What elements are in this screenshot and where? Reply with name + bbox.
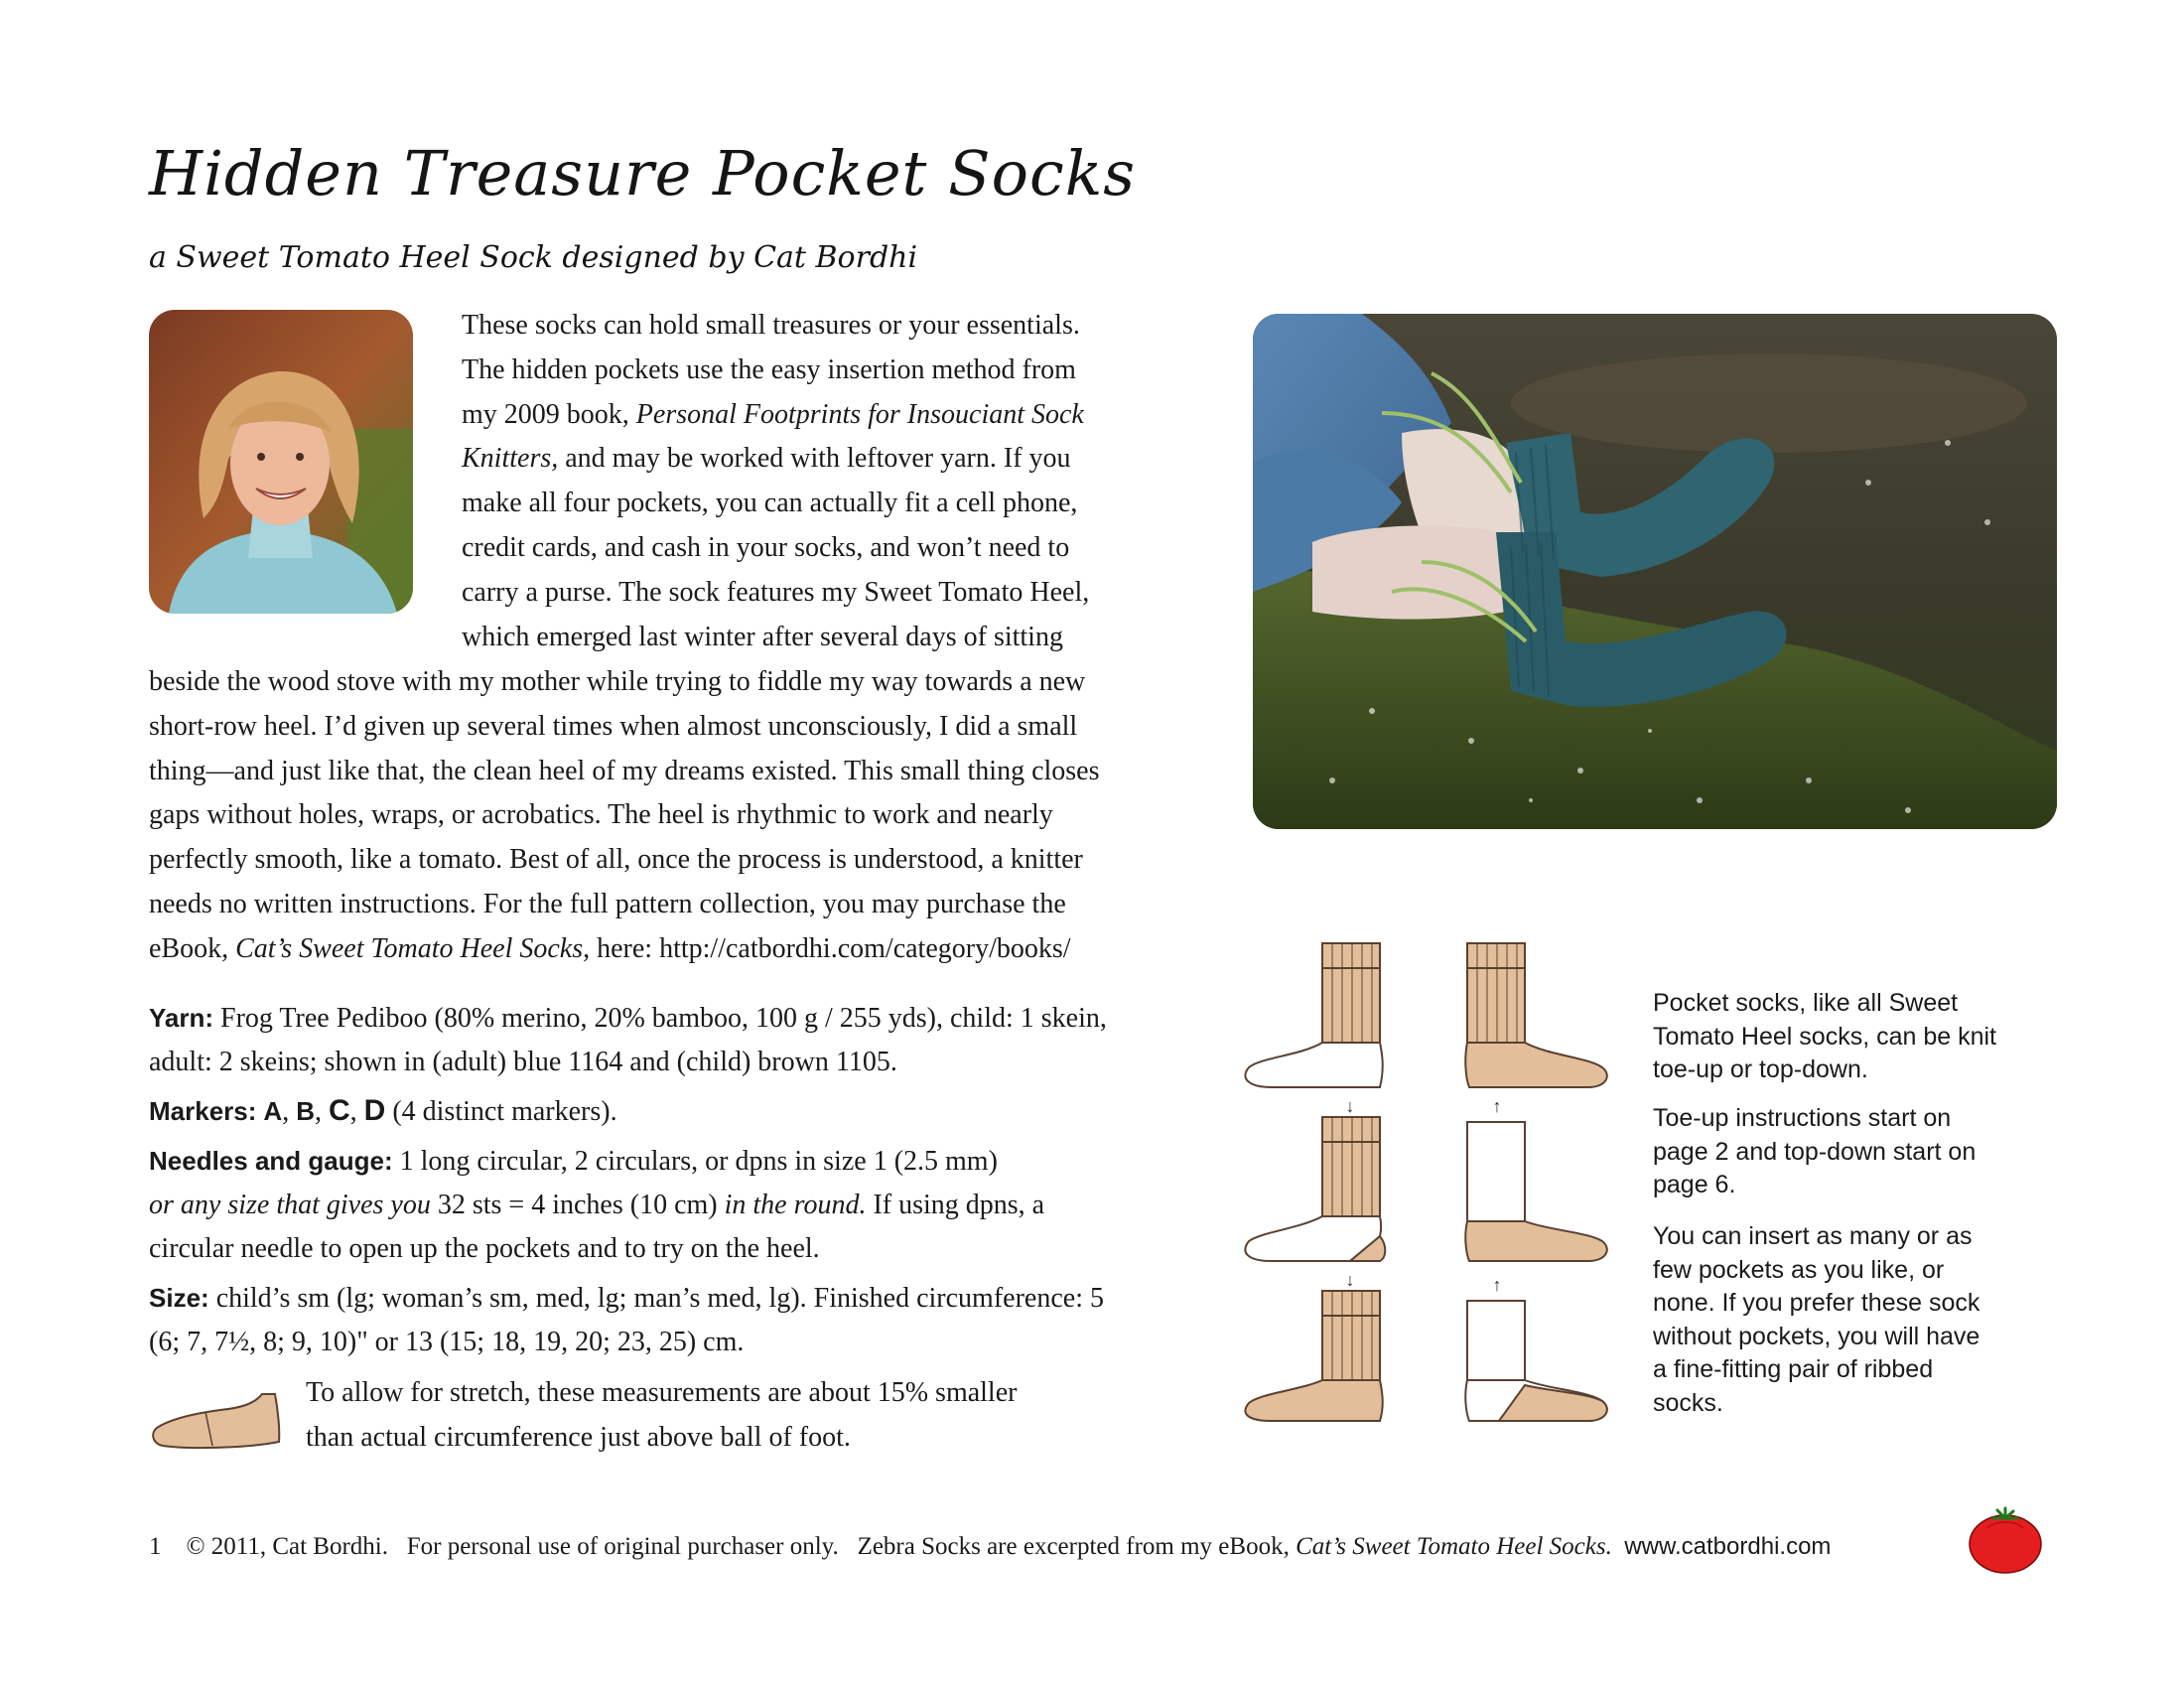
- needles-spec: Needles and gauge: 1 long circular, 2 circulars, or dpns in size 1 (2.5 mm) or any size that gives you 32 sts = 4 inches (10 cm) in the round. If using dpns, a circular needle to open up the pockets and to try on the heel.: [149, 1146, 1045, 1264]
- markers-text: (4 distinct markers).: [392, 1096, 617, 1127]
- needles-label: Needles and gauge:: [149, 1146, 393, 1176]
- intro-line: my 2009 book, Personal Footprints for Insouciant Sock: [462, 398, 1084, 430]
- intro-line: which emerged last winter after several days of sitting: [462, 621, 1063, 652]
- note-pages: Toe-up instructions start on page 2 and top-down start on page 6.: [1653, 1104, 1977, 1198]
- arrow-up-icon: ↑: [1492, 1096, 1502, 1116]
- intro-line: Knitters, and may be worked with leftover yarn. If you: [462, 443, 1071, 475]
- note-pockets: You can insert as many or as few pockets as you like, or none. If you prefer these sock without pockets, you will have a fine-fitting pair of ribbed socks.: [1653, 1222, 1980, 1417]
- copyright: © 2011, Cat Bordhi.: [186, 1533, 388, 1560]
- sock-diagram-left-3: [1245, 1291, 1382, 1421]
- intro-line: The hidden pockets use the easy insertion method from: [462, 353, 1076, 385]
- ebook-link[interactable]: , here: http://catbordhi.com/category/books/: [583, 932, 1071, 964]
- intro-line: These socks can hold small treasures or your essentials.: [462, 310, 1080, 341]
- intro-line: make all four pockets, you can actually fit a cell phone,: [462, 488, 1078, 519]
- tomato-logo-icon: [1968, 1506, 2043, 1574]
- intro-paragraph-top: [462, 304, 1107, 659]
- marker-b: B: [296, 1096, 315, 1126]
- yarn-label: Yarn:: [149, 1003, 214, 1033]
- arrow-down-icon: ↓: [1345, 1096, 1355, 1116]
- stretch-note: To allow for stretch, these measurements are about 15% smaller than actual circumference just above ball of foot.: [306, 1377, 1018, 1453]
- gauge-value: 32 sts = 4 inches (10 cm): [437, 1190, 718, 1220]
- foot-icon: [151, 1390, 285, 1452]
- size-text: child’s sm (lg; woman’s sm, med, lg; man’s med, lg). Finished circumference: 5 (6; 7, 7½, 8; 9, 10)" or 13 (15; 18, 19, 20; 23, 25) cm.: [149, 1283, 1104, 1357]
- page-title: Hidden Treasure Pocket Socks: [149, 137, 1137, 210]
- intro-line: eBook, Cat’s Sweet Tomato Heel Socks, here: http://catbordhi.com/category/books/: [149, 932, 1071, 964]
- yarn-text: Frog Tree Pediboo (80% merino, 20% bamboo, 100 g / 255 yds), child: 1 skein, adult: 2 skeins; shown in (adult) blue 1164 and (child) brown 1105.: [149, 1003, 1107, 1077]
- intro-line: perfectly smooth, like a tomato. Best of all, once the process is understood, a knitter: [149, 844, 1083, 876]
- marker-d: D: [363, 1094, 386, 1127]
- markers-spec: Markers: A, B, C, D (4 distinct markers).: [149, 1094, 617, 1127]
- marker-c: C: [328, 1094, 350, 1127]
- intro-line: credit cards, and cash in your socks, and won’t need to: [462, 531, 1070, 563]
- intro-line: short-row heel. I’d given up several times when almost unconsciously, I did a small: [149, 710, 1078, 742]
- intro-line: thing—and just like that, the clean heel of my dreams existed. This small thing closes: [149, 755, 1100, 786]
- yarn-spec: [149, 996, 1107, 1084]
- sock-diagram-right-3: [1465, 1301, 1607, 1421]
- intro-line: needs no written instructions. For the full pattern collection, you may purchase the: [149, 888, 1066, 919]
- sock-diagram-right-1: [1465, 943, 1607, 1087]
- markers-label: Markers:: [149, 1096, 257, 1126]
- sock-diagram-left-1: [1245, 943, 1382, 1087]
- ebook-title: Cat’s Sweet Tomato Heel Socks: [235, 932, 584, 964]
- book-title-personal-footprints: Personal Footprints for Insouciant Sock: [635, 398, 1084, 430]
- page-number: 1: [149, 1533, 162, 1560]
- arrow-down-icon: ↓: [1345, 1270, 1355, 1290]
- website-link[interactable]: www.catbordhi.com: [1624, 1533, 1832, 1560]
- size-spec: [149, 1276, 1107, 1364]
- footer-ebook-title: Cat’s Sweet Tomato Heel Socks.: [1296, 1533, 1612, 1560]
- author-portrait: [149, 310, 413, 614]
- intro-line: carry a purse. The sock features my Sweet Tomato Heel,: [462, 576, 1090, 608]
- usage-note: For personal use of original purchaser only.: [406, 1533, 839, 1560]
- intro-line: beside the wood stove with my mother while trying to fiddle my way towards a new: [149, 666, 1086, 697]
- book-title-personal-footprints-cont: Knitters,: [462, 443, 559, 475]
- sock-diagram-left-2: [1245, 1117, 1385, 1261]
- page-footer: 1 © 2011, Cat Bordhi. For personal use of original purchaser only. Zebra Socks are excerpted from my eBook, Cat’s Sweet Tomato Heel Socks. www.catbordhi.com: [149, 1533, 1832, 1560]
- page-subtitle: a Sweet Tomato Heel Sock designed by Cat Bordhi: [149, 240, 918, 275]
- marker-a: A: [263, 1096, 283, 1126]
- socks-photo: [1253, 314, 2057, 829]
- construction-diagram: [1241, 938, 1618, 1425]
- arrow-up-icon: ↑: [1492, 1275, 1502, 1295]
- sock-diagram-right-2: [1465, 1122, 1607, 1261]
- note-construction: Pocket socks, like all Sweet Tomato Heel socks, can be knit toe-up or top-down.: [1653, 989, 1996, 1083]
- size-label: Size:: [149, 1283, 209, 1313]
- intro-paragraph-bottom: [149, 660, 1107, 972]
- intro-line: gaps without holes, wraps, or acrobatics. The heel is rhythmic to work and nearly: [149, 799, 1053, 831]
